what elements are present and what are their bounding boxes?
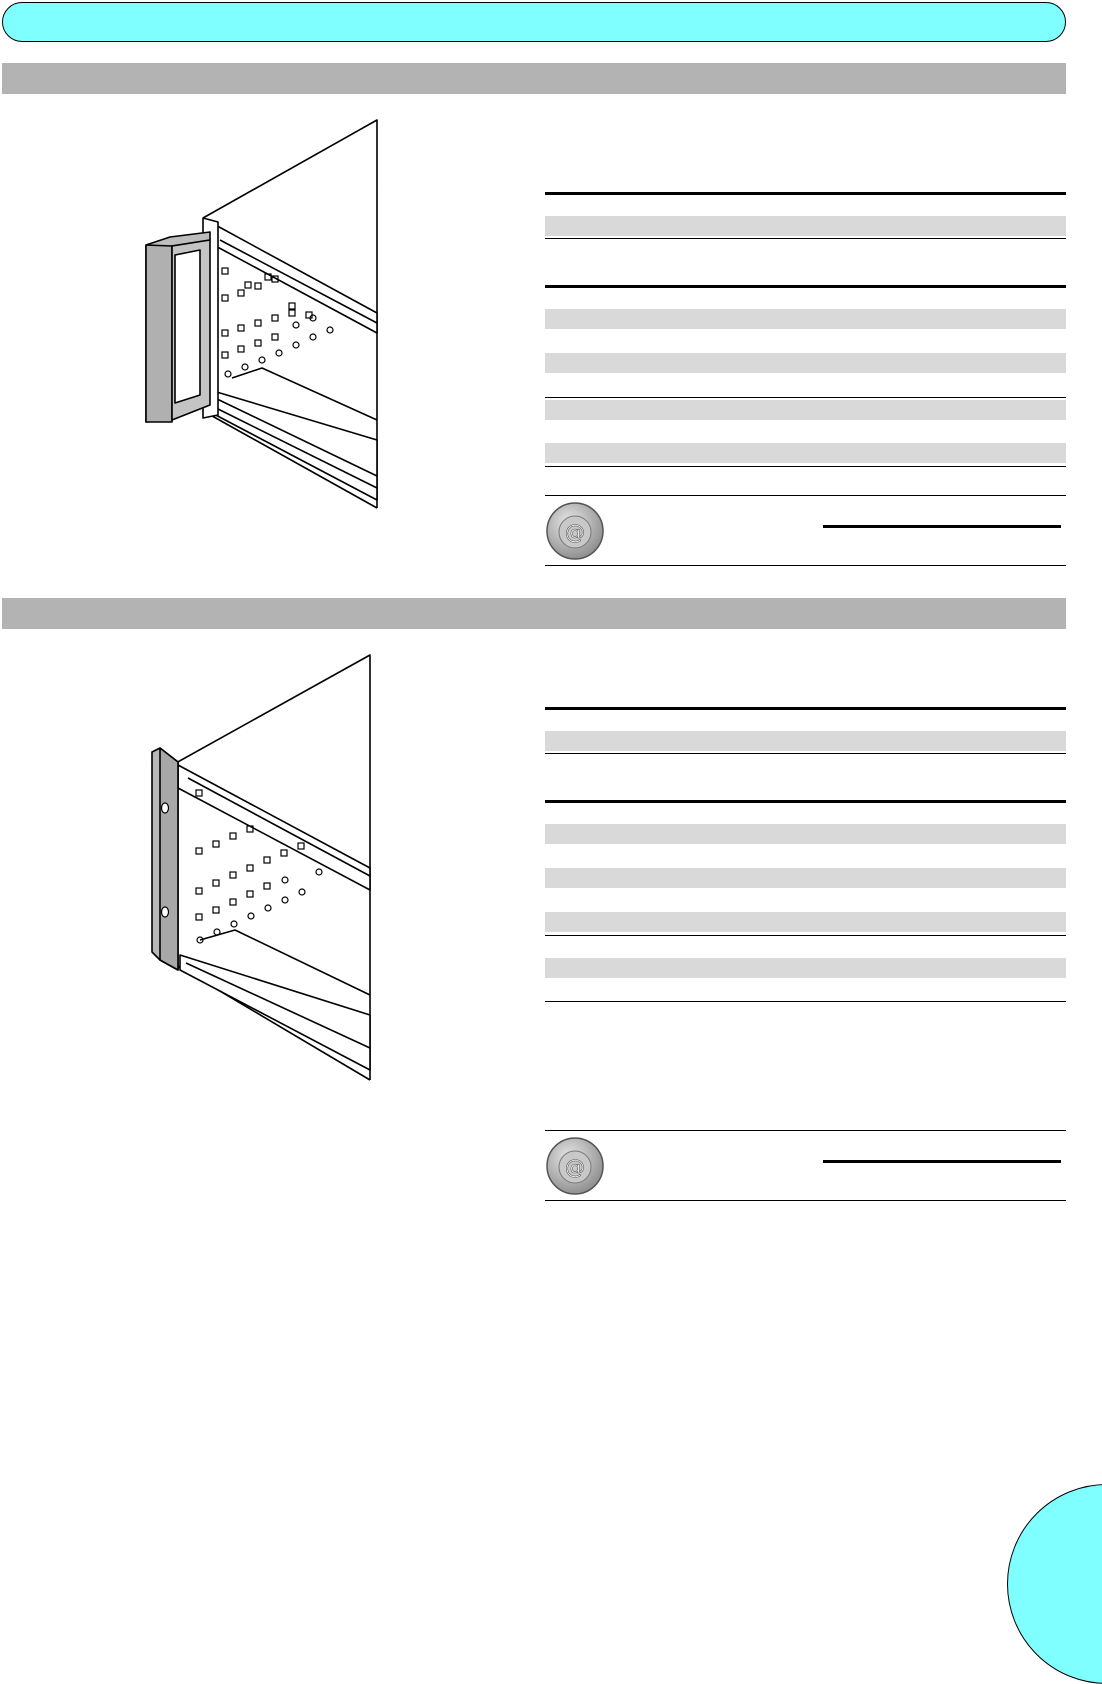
page-number-tab: [1007, 1484, 1102, 1684]
oneclick-reference[interactable]: [545, 1130, 1066, 1201]
oneclick-at-badge-icon: [545, 501, 605, 561]
oneclick-reference[interactable]: [545, 495, 1066, 566]
svg-text:@: @: [565, 520, 585, 544]
oneclick-link-underline[interactable]: [823, 1160, 1061, 1163]
svg-text:@: @: [565, 1155, 585, 1179]
section-heading-bar: [2, 598, 1066, 629]
rack-enclosure-handle-illustration: [130, 110, 390, 520]
oneclick-link-underline[interactable]: [823, 525, 1061, 528]
page-title-banner: [2, 2, 1066, 42]
rack-enclosure-flange-illustration: [140, 645, 390, 1090]
section-heading-bar: [2, 63, 1066, 94]
oneclick-at-badge-icon: [545, 1136, 605, 1196]
